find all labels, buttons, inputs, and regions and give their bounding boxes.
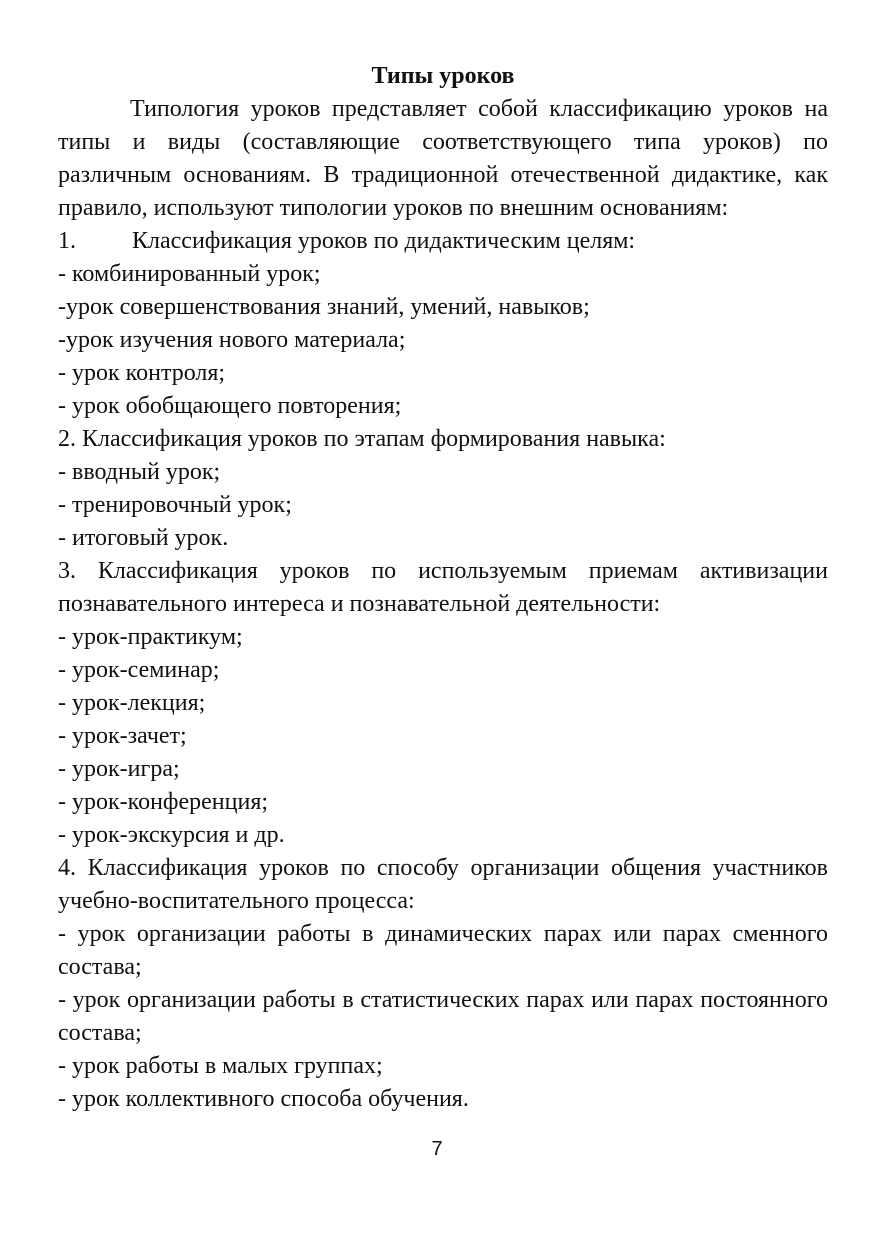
list-item: - урок-лекция; xyxy=(58,690,206,716)
section-4-heading: 4. Классификация уроков по способу организации общения участников учебно-воспитательного процесса: xyxy=(58,855,828,914)
list-item: - комбинированный урок; xyxy=(58,261,321,287)
section-1-heading-text: Классификация уроков по дидактическим целям: xyxy=(132,228,636,254)
list-item: -урок изучения нового материала; xyxy=(58,327,406,353)
list-item: - урок-конференция; xyxy=(58,789,269,815)
list-item: - урок обобщающего повторения; xyxy=(58,393,402,419)
list-item: - урок-практикум; xyxy=(58,624,243,650)
list-item: - урок-семинар; xyxy=(58,657,220,683)
list-item: - итоговый урок. xyxy=(58,525,229,551)
list-item: - урок-экскурсия и др. xyxy=(58,822,285,848)
list-item: - вводный урок; xyxy=(58,459,221,485)
document-title: Типы уроков xyxy=(371,63,515,89)
list-item: - урок контроля; xyxy=(58,360,226,386)
list-item: - тренировочный урок; xyxy=(58,492,292,518)
list-item: - урок организации работы в динамических парах или парах сменного состава; xyxy=(58,921,828,980)
section-1-heading xyxy=(58,225,828,258)
list-item: -урок совершенствования знаний, умений, навыков; xyxy=(58,294,590,320)
section-1-number: 1. xyxy=(58,228,76,254)
list-item: - урок-зачет; xyxy=(58,723,187,749)
list-item: - урок коллективного способа обучения. xyxy=(58,1086,469,1112)
section-3-heading: 3. Классификация уроков по используемым приемам активизации познавательного интереса и познавательной деятельности: xyxy=(58,558,828,617)
list-item: - урок работы в малых группах; xyxy=(58,1053,383,1079)
page-number: 7 xyxy=(431,1138,443,1160)
list-item: - урок-игра; xyxy=(58,756,180,782)
section-2-heading: 2. Классификация уроков по этапам формирования навыка: xyxy=(58,426,666,452)
list-item: - урок организации работы в статистических парах или парах постоянного состава; xyxy=(58,987,828,1046)
intro-paragraph: Типология уроков представляет собой классификацию уроков на типы и виды (составляющие соответствующего типа уроков) по различным основаниям. В традиционной отечественной дидактике, как правило, используют типологии уроков по внешним основаниям: xyxy=(58,96,828,221)
document-body xyxy=(58,60,828,1116)
